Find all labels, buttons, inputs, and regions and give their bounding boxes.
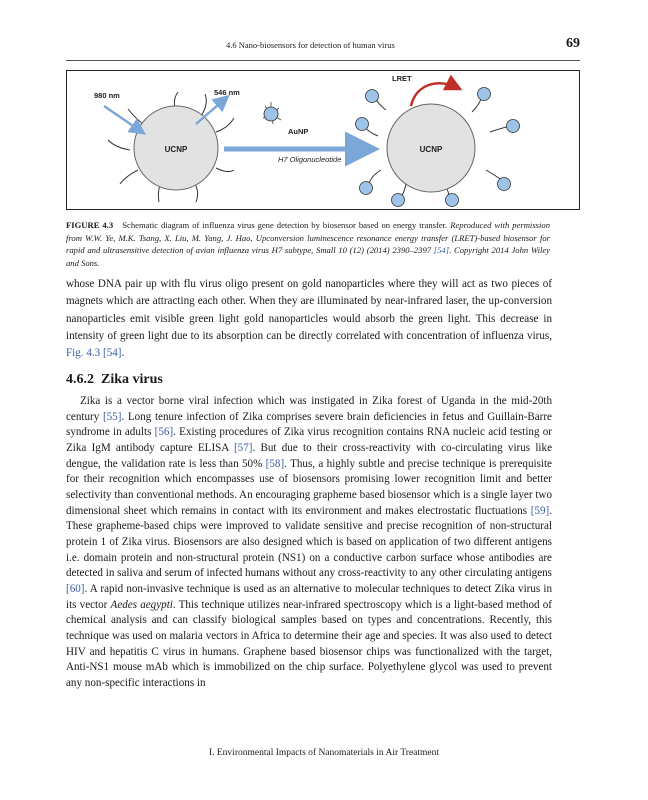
citation-54[interactable]: [54] (103, 347, 122, 360)
zika-text-2: . Long tenure infection of Zika comprises severe brain deficiencies in fetus and Guillain-Barre syndrome in adults (66, 410, 552, 439)
zika-paragraph (66, 394, 552, 691)
arrow-546nm (196, 98, 226, 124)
label-546nm: 546 nm (214, 88, 240, 97)
page-number: 69 (566, 36, 580, 51)
zika-text-6: . These grapheme-based chips were improved to validate sensitive and precise recognition of non-structural protein 1 of Zika virus. Biosensors are also designed which is based on application of two different antigens i.e. domain protein and non-structural protein (NS1) on a conductive carbon surface whose antibodies are detected in saliva and serum of infected humans without any cross-reactivity to any other circulating antigens (66, 504, 552, 580)
citation-58[interactable]: [58] (265, 457, 285, 470)
running-head: 4.6 Nano-biosensors for detection of human virus (226, 40, 395, 50)
page-header (66, 38, 580, 56)
zika-text-8: . This technique utilizes near-infrared spectroscopy which is a light-based method of chemical analysis and can classify biological samples based on types and concentrations. Recently, this technique was used on malaria vectors in Africa to determine their age and species. It was also used to detect HIV and hepatitis C virus in humans. Graphene based biosensor chips was functionalized with the target, Anti-NS1 mouse mAb which is immobilized on the chip surface. Polyethylene glycol was used to prevent any non-specific interactions in (66, 598, 552, 689)
citation-56[interactable]: [56] (154, 426, 174, 439)
label-980nm: 980 nm (94, 91, 120, 100)
label-lret: LRET (392, 74, 412, 83)
label-oligonucleotide: H7 Oligonucleotide (278, 155, 342, 164)
citation-60[interactable]: [60] (66, 582, 85, 595)
paragraph-continued (66, 276, 552, 362)
citation-59[interactable]: [59] (530, 504, 550, 517)
citation-55[interactable]: [55] (102, 410, 122, 423)
section-title: Zika virus (101, 372, 163, 387)
zika-text-1: Zika is a vector borne viral infection which was instigated in Zika forest of Uganda in the mid-20th century (66, 395, 552, 423)
zika-text-7: . A rapid non-invasive technique is used as an alternative to molecular techniques to detect Zika virus in its vector (66, 582, 552, 611)
caption-credit-end: . Copyright 2014 John Wiley and Sons. (66, 245, 550, 268)
paragraph-text: whose DNA pair up with flu virus oligo present on gold nanoparticles where they will act as two pieces of magnets which are attracting each other. When they are illuminated by near-infrared laser, the up-conversion nanoparticles emit visible green light gold nanoparticles would absorb the green light. This decrease in intensity of green light due to its absorption can be directly correlated with concentration of influenza virus, (66, 278, 552, 342)
arrow-980nm (104, 106, 142, 132)
section-heading (66, 372, 163, 388)
figure-diagram (66, 70, 580, 210)
label-aunp: AuNP (288, 127, 309, 136)
caption-label: FIGURE 4.3 (66, 220, 114, 230)
header-rule (66, 60, 580, 61)
lret-arrow (411, 83, 458, 106)
section-number: 4.6.2 (66, 372, 94, 387)
caption-text: Schematic diagram of influenza virus gene detection by biosensor based on energy transfer. (122, 220, 448, 230)
paragraph-end: . (121, 347, 125, 360)
figure-caption (66, 219, 550, 269)
caption-credit: Reproduced with permission from W.W. Ye, M.K. Tsang, X. Liu, M. Yang, J. Hao, Upconversion luminescence resonance energy transfer (LRET)-based biosensor for rapid and ultrasensitive detection of avian influenza virus H7 subtype, Small 10 (12) (2014) 2390–2397 (66, 220, 550, 256)
zika-text-4: . But due to their cross-reactivity with co-circulating virus like dengue, the validation rate is less than 50% (66, 441, 552, 470)
aunp-particle-free (263, 102, 281, 124)
caption-ref-54[interactable]: [54] (433, 245, 450, 256)
ucnp-right-label: UCNP (419, 145, 443, 154)
species-name: Aedes aegypti (110, 598, 173, 611)
figure-4-3 (66, 70, 580, 210)
ucnp-particle-right (356, 88, 520, 207)
link-fig-4-3[interactable]: Fig. 4.3 (66, 347, 101, 360)
zika-text-5: . Thus, a highly subtle and precise technique is prerequisite for their recognition which encompasses use of biosensors promising lower recognition limit and better selectivity than conventional methods. An encouraging grapheme based biosensor which is a single layer two dimensional sheet which remains in contact with its environment and makes electrostatic fluctuations (66, 457, 552, 517)
page-footer: I. Environmental Impacts of Nanomaterials in Air Treatment (208, 748, 440, 758)
citation-57[interactable]: [57] (233, 441, 253, 454)
ucnp-left-label: UCNP (164, 145, 188, 154)
zika-text-3: . Existing procedures of Zika virus recognition contains RNA nucleic acid testing or Zika IgM antibody capture ELISA (66, 426, 552, 454)
